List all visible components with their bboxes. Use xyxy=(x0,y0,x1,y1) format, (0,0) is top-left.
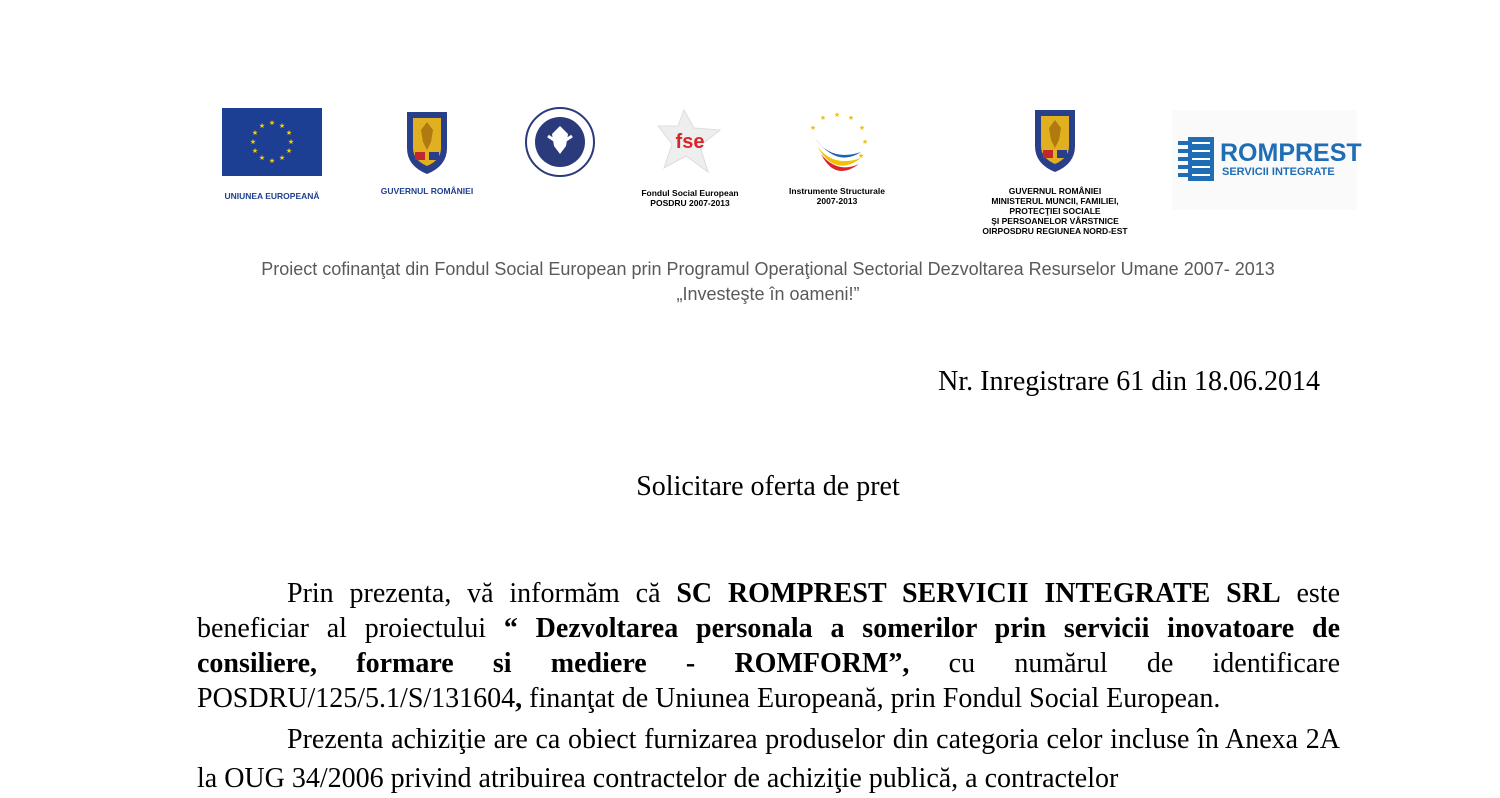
ministry-seal xyxy=(524,106,596,183)
fse-mark: fse xyxy=(675,131,705,153)
is-caption-1: Instrumente Structurale xyxy=(789,186,885,196)
svg-text:★: ★ xyxy=(258,122,266,130)
is-logo xyxy=(782,108,892,206)
fse-logo xyxy=(635,106,745,208)
document-title: Solicitare oferta de pret xyxy=(636,471,900,502)
seal-icon xyxy=(524,106,596,178)
svg-text:★: ★ xyxy=(249,138,257,146)
eu-logo xyxy=(222,108,322,201)
svg-text:★: ★ xyxy=(251,129,259,137)
svg-text:★: ★ xyxy=(847,114,855,122)
cofinancing-statement xyxy=(0,257,1500,307)
ministry-logo xyxy=(975,106,1135,236)
ministry-caption-2: MINISTERUL MUNCII, FAMILIEI, xyxy=(991,196,1119,206)
gov-logo xyxy=(372,108,482,196)
structural-instruments-icon xyxy=(801,108,873,180)
romprest-name: ROMPREST xyxy=(1220,139,1362,167)
eu-caption: UNIUNEA EUROPEANĂ xyxy=(224,191,320,201)
romprest-logo xyxy=(1172,110,1362,210)
motto: „Investeşte în oameni!” xyxy=(676,284,860,304)
svg-text:★: ★ xyxy=(809,124,817,132)
paragraph-2: Prezenta achiziţie are ca obiect furnizarea produselor din categoria celor incluse în Anexa 2A la OUG 34/2006 privind atribuirea contractelor de achiziţie publică, a contractelor xyxy=(197,724,1340,794)
svg-text:★: ★ xyxy=(861,138,869,146)
fse-caption-1: Fondul Social European xyxy=(641,188,739,198)
company-name: SC ROMPREST SERVICII INTEGRATE SRL xyxy=(676,578,1281,609)
fse-caption-2: POSDRU 2007-2013 xyxy=(650,198,730,208)
paragraph-1: Prin prezenta, vă informăm că SC ROMPREST SERVICII INTEGRATE SRL este beneficiar al proiectului “ Dezvoltarea personala a somerilor prin servicii inovatoare de consiliere, formare si mediere - ROMFORM”, cu numărul de identificare POSDRU/125/5.1/S/131604, finanţat de Uniunea Europeană, prin Fondul Social European. xyxy=(197,578,1341,714)
svg-text:★: ★ xyxy=(278,154,286,162)
is-caption-2: 2007-2013 xyxy=(816,196,858,206)
ministry-caption-5: OIRPOSDRU REGIUNEA NORD-EST xyxy=(982,226,1128,236)
svg-text:★: ★ xyxy=(251,147,259,155)
svg-text:★: ★ xyxy=(287,138,295,146)
svg-text:★: ★ xyxy=(819,114,827,122)
ministry-caption-3: PROTECŢIEI SOCIALE xyxy=(1009,206,1101,216)
svg-text:★: ★ xyxy=(833,111,841,119)
project-name: “ Dezvoltarea personala a somerilor prin servicii inovatoare de consiliere, formare si mediere - ROMFORM”, xyxy=(197,613,1341,679)
registration-number: Nr. Inregistrare 61 din 18.06.2014 xyxy=(938,366,1320,397)
coat-of-arms-icon xyxy=(1029,106,1081,174)
ministry-caption-4: ŞI PERSOANELOR VÂRSTNICE xyxy=(991,216,1119,226)
cofinancing-text: Proiect cofinanţat din Fondul Social European prin Programul Operaţional Sectorial Dezvoltarea Resurselor Umane 2007- 2013 xyxy=(261,259,1275,279)
svg-text:★: ★ xyxy=(258,154,266,162)
ministry-caption-1: GUVERNUL ROMÂNIEI xyxy=(1008,186,1102,196)
svg-text:★: ★ xyxy=(285,129,293,137)
fse-star-icon xyxy=(654,106,726,176)
romprest-building-icon xyxy=(1178,137,1218,181)
coat-of-arms-icon xyxy=(401,108,453,176)
document-body xyxy=(197,576,1340,798)
eu-flag-icon xyxy=(222,108,322,176)
svg-text:★: ★ xyxy=(278,122,286,130)
svg-text:★: ★ xyxy=(285,147,293,155)
svg-text:★: ★ xyxy=(858,124,866,132)
svg-text:★: ★ xyxy=(268,157,276,165)
romprest-subtitle: SERVICII INTEGRATE xyxy=(1222,166,1335,178)
svg-text:★: ★ xyxy=(268,119,276,127)
gov-caption: GUVERNUL ROMÂNIEI xyxy=(380,186,474,196)
svg-text:★: ★ xyxy=(857,152,865,160)
